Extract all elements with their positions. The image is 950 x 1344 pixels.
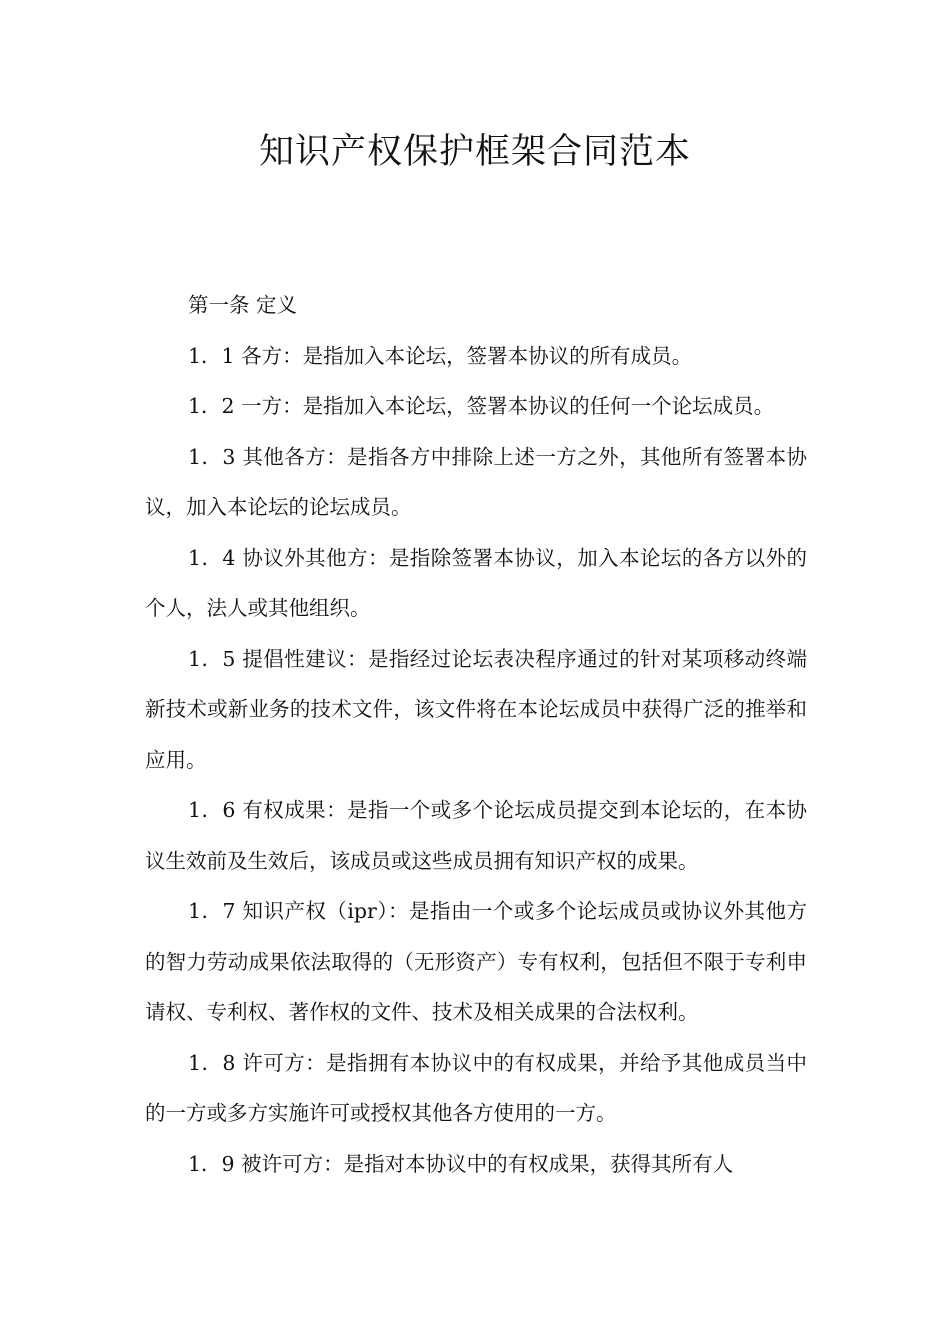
- document-title: 知识产权保护框架合同范本: [258, 132, 691, 172]
- document-body: [145, 280, 807, 1189]
- definition-paragraph: 1．6 有权成果：是指一个或多个论坛成员提交到本论坛的，在本协议生效前及生效后，该成员或这些成员拥有知识产权的成果。: [145, 798, 807, 873]
- definition-paragraph: 1．1 各方：是指加入本论坛，签署本协议的所有成员。: [188, 343, 693, 368]
- definition-paragraph: 1．8 许可方：是指拥有本协议中的有权成果，并给予其他成员当中的一方或多方实施许可或授权其他各方使用的一方。: [145, 1050, 807, 1125]
- definition-paragraph: 1．5 提倡性建议：是指经过论坛表决程序通过的针对某项移动终端新技术或新业务的技术文件，该文件将在本论坛成员中获得广泛的推举和应用。: [145, 646, 807, 772]
- definition-paragraph: 1．7 知识产权（ipr）：是指由一个或多个论坛成员或协议外其他方的智力劳动成果依法取得的（无形资产）专有权利，包括但不限于专利申请权、专利权、著作权的文件、技术及相关成果的合法权利。: [145, 899, 807, 1024]
- definition-paragraph: 1．2 一方：是指加入本论坛，签署本协议的任何一个论坛成员。: [188, 394, 775, 418]
- section-heading: 第一条 定义: [188, 293, 298, 317]
- definition-paragraph: 1．4 协议外其他方：是指除签署本协议，加入本论坛的各方以外的个人，法人或其他组织。: [145, 545, 807, 620]
- definition-paragraph: 1．3 其他各方：是指各方中排除上述一方之外，其他所有签署本协议，加入本论坛的论坛成员。: [145, 444, 807, 519]
- definition-paragraph: 1．9 被许可方：是指对本协议中的有权成果，获得其所有人: [188, 1151, 734, 1176]
